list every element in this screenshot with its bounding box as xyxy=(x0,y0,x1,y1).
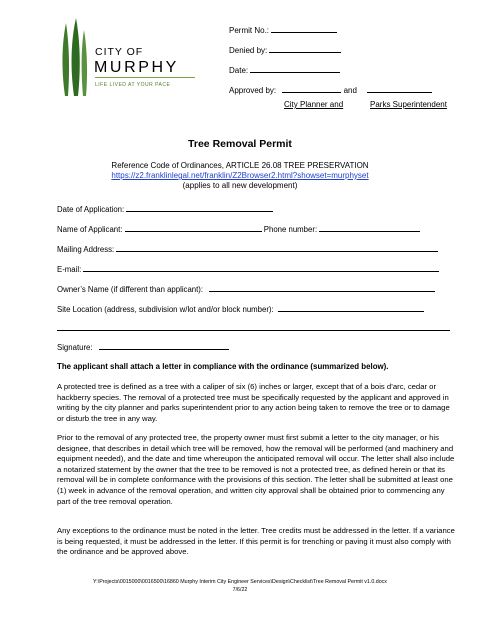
phone-number-label: Phone number: xyxy=(263,225,318,234)
signature-line[interactable] xyxy=(99,342,229,350)
applies-note: (applies to all new development) xyxy=(182,181,298,190)
name-of-applicant-label: Name of Applicant: xyxy=(57,225,123,234)
denied-by-line[interactable] xyxy=(269,45,341,53)
attach-letter-notice: The applicant shall attach a letter in compliance with the ordinance (summarized below). xyxy=(57,362,389,371)
logo-murphy: MURPHY xyxy=(94,59,179,76)
footer-file-path: Y:\Projects\0015000\0016500\16860 Murphy Interim City Engineer Services\Design\Checklist\Tree Removal Permit v1.0.docx xyxy=(93,579,387,585)
name-of-applicant-line[interactable] xyxy=(125,224,262,232)
name-of-applicant-field xyxy=(57,224,420,234)
logo-divider xyxy=(95,77,195,78)
approved-by-field xyxy=(229,85,432,95)
approved-and: and xyxy=(343,86,357,95)
mailing-address-line[interactable] xyxy=(116,244,438,252)
permit-no-label: Permit No.: xyxy=(229,26,270,35)
date-of-application-label: Date of Application: xyxy=(57,205,125,214)
site-location-label: Site Location (address, subdivision w/lot and/or block number): xyxy=(57,305,274,314)
reference-line: Reference Code of Ordinances, ARTICLE 26.08 TREE PRESERVATION xyxy=(111,161,369,170)
permit-no-line[interactable] xyxy=(271,25,337,33)
parks-line[interactable] xyxy=(367,85,432,93)
date-field xyxy=(229,65,340,75)
date-of-application-line[interactable] xyxy=(126,204,273,212)
mailing-address-label: Mailing Address: xyxy=(57,245,115,254)
logo-city-of: CITY OF xyxy=(95,46,144,58)
owners-name-field xyxy=(57,284,435,294)
removal-letter-paragraph: Prior to the removal of any protected tree, the property owner must first submit a letter to the city manager, or his designee, that describes in detail which tree will be removed, how the removal will be performed (and machinery and equipment needed), and the date and time whereupon the anticipated removal will occur. The letter shall also include a notarized statement by the owner that the tree to be removed is not a protected tree, as defined herein or that its removal will be in complete conformance with the provisions of this section. The letter shall be submitted at least one (1) week in advance of the removal operation, and written city approval shall be obtained prior to commencing any part of the tree removal operation. xyxy=(57,433,455,506)
date-of-application-field xyxy=(57,204,273,214)
protected-tree-paragraph: A protected tree is defined as a tree with a caliper of six (6) inches or larger, except that of a bois d’arc, cedar or hackberry species. The removal of a protected tree must be specifically requested by the applicant and approved in writing by the city planner and parks superintendent prior to any action being taken to remove the tree or to damage or disturb the tree in any way. xyxy=(57,382,450,423)
signature-field xyxy=(57,342,229,352)
ordinance-link[interactable]: https://z2.franklinlegal.net/franklin/Z2Browser2.html?showset=murphyset xyxy=(111,171,369,180)
owners-name-line[interactable] xyxy=(209,284,435,292)
date-label: Date: xyxy=(229,66,249,75)
email-label: E-mail: xyxy=(57,265,82,274)
site-location-field xyxy=(57,304,424,314)
parks-superintendent-caption: Parks Superintendent xyxy=(370,100,447,109)
logo-tagline: LIFE LIVED AT YOUR PACE xyxy=(95,82,171,88)
permit-no-field xyxy=(229,25,337,35)
email-field xyxy=(57,264,439,274)
date-line[interactable] xyxy=(250,65,340,73)
signature-label: Signature: xyxy=(57,343,93,352)
denied-by-field xyxy=(229,45,341,55)
exceptions-paragraph: Any exceptions to the ordinance must be noted in the letter. Tree credits must be addressed in the letter. If a variance is being requested, it must be addressed in the letter. If this permit is for trenching or paving it must also comply with the ordinance and be approved above. xyxy=(57,526,455,557)
page-title: Tree Removal Permit xyxy=(188,138,292,150)
city-planner-line[interactable] xyxy=(282,85,341,93)
footer-date: 7/6/22 xyxy=(232,587,248,593)
phone-number-line[interactable] xyxy=(319,224,420,232)
owners-name-label: Owner’s Name (if different than applicant): xyxy=(57,285,204,294)
site-location-line[interactable] xyxy=(278,304,424,312)
approved-by-label: Approved by: xyxy=(229,86,277,95)
denied-by-label: Denied by: xyxy=(229,46,268,55)
email-line[interactable] xyxy=(83,264,439,272)
site-location-line-2[interactable] xyxy=(57,330,450,331)
mailing-address-field xyxy=(57,244,438,254)
city-planner-caption: City Planner and xyxy=(284,100,344,109)
